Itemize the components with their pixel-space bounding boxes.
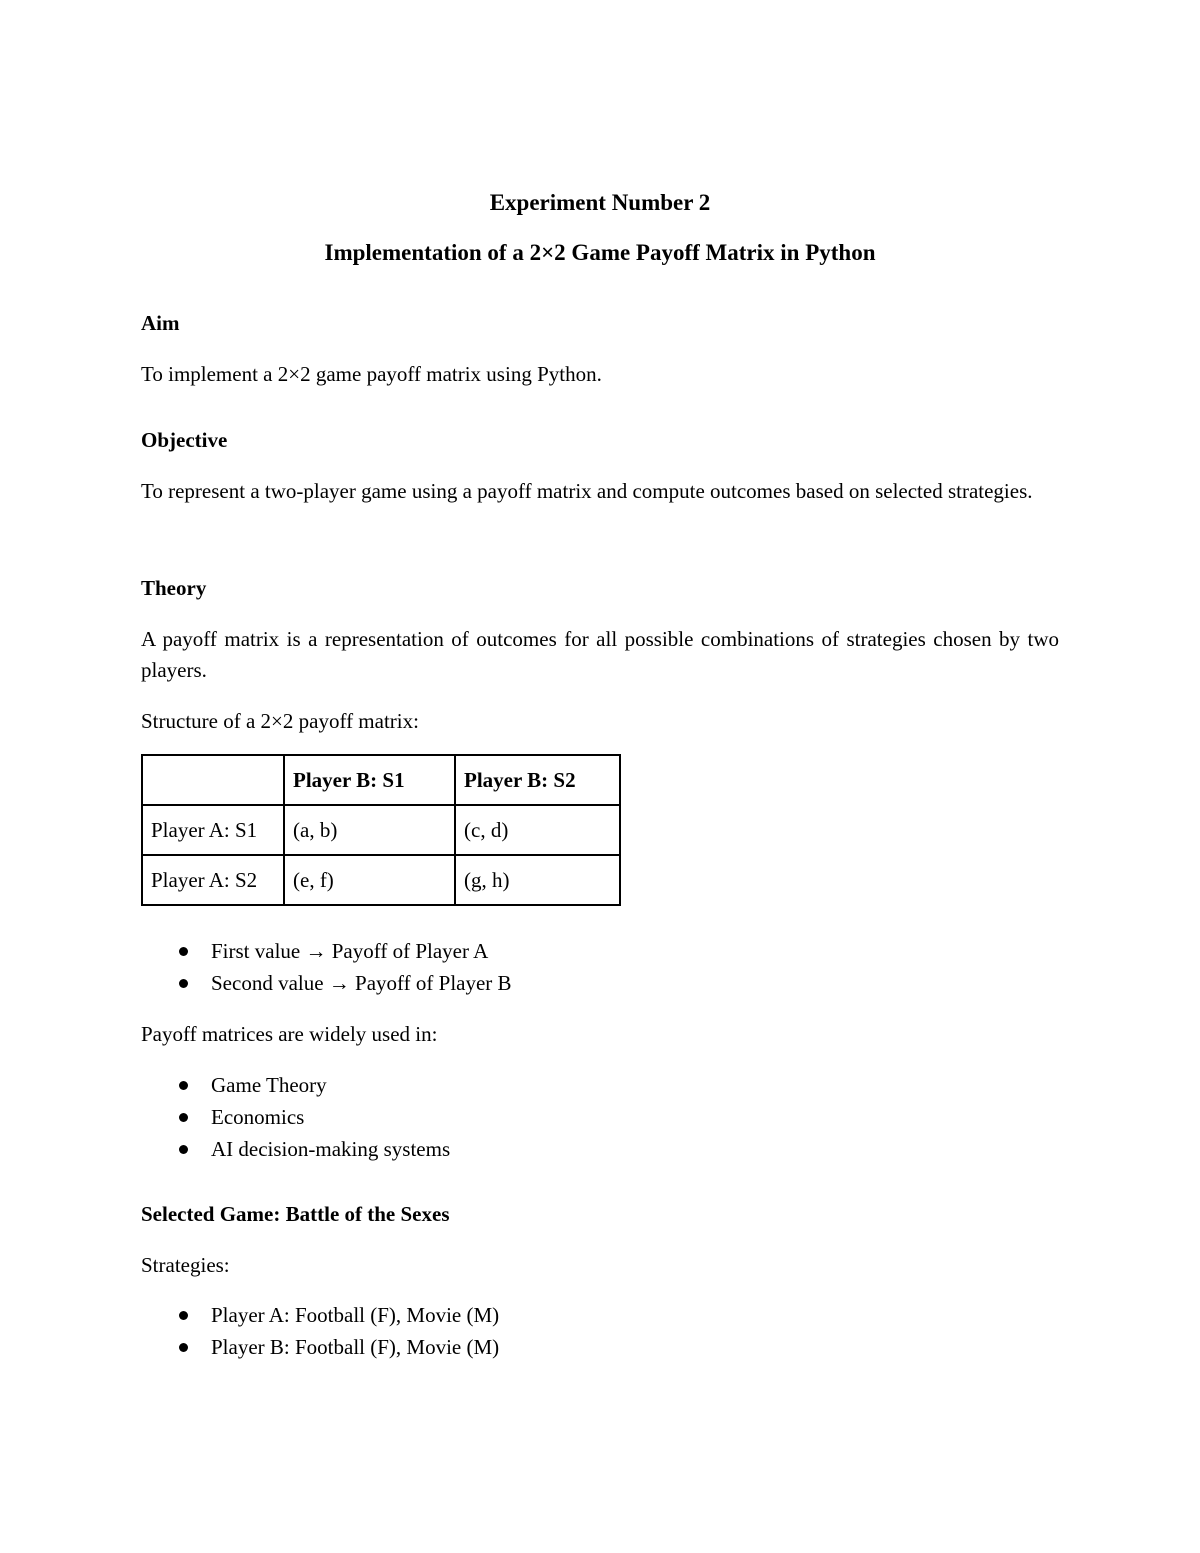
list-item-text: Economics <box>211 1105 305 1129</box>
table-header-cell <box>142 755 284 805</box>
list-item-text: AI decision-making systems <box>211 1137 451 1161</box>
table-header-cell: Player B: S2 <box>455 755 620 805</box>
list-item <box>141 935 512 967</box>
bullet-icon <box>179 979 188 988</box>
theory-heading: Theory <box>141 576 207 600</box>
list-item <box>141 967 512 999</box>
aim-heading: Aim <box>141 311 180 335</box>
strategies-list <box>141 1299 499 1363</box>
bullet-icon <box>179 1311 188 1320</box>
bullet-icon <box>179 1081 188 1090</box>
document-subtitle: Implementation of a 2×2 Game Payoff Matrix in Python <box>324 240 876 265</box>
table-cell: (c, d) <box>455 805 620 855</box>
table-row <box>142 805 620 855</box>
bullet-icon <box>179 1145 188 1154</box>
objective-heading: Objective <box>141 428 228 452</box>
table-cell: Player A: S2 <box>142 855 284 905</box>
table-row <box>142 855 620 905</box>
table-cell: (g, h) <box>455 855 620 905</box>
list-item-text: Player B: Football (F), Movie (M) <box>211 1335 500 1359</box>
table-header-cell: Player B: S1 <box>284 755 455 805</box>
document-title: Experiment Number 2 <box>489 190 711 215</box>
list-item-text: Game Theory <box>211 1073 327 1097</box>
value-notes-list <box>141 935 512 999</box>
list-item-text: Second value → Payoff of Player B <box>211 971 512 995</box>
list-item <box>141 1069 450 1101</box>
table-cell: Player A: S1 <box>142 805 284 855</box>
uses-list <box>141 1069 450 1165</box>
table-cell: (e, f) <box>284 855 455 905</box>
table-header-row <box>142 755 620 805</box>
bullet-icon <box>179 947 188 956</box>
list-item-text: First value → Payoff of Player A <box>211 939 489 963</box>
list-item-text: Player A: Football (F), Movie (M) <box>211 1303 500 1327</box>
aim-text: To implement a 2×2 game payoff matrix using Python. <box>141 362 602 386</box>
theory-text: A payoff matrix is a representation of outcomes for all possible combinations of strategies chosen by two players. <box>141 627 1059 682</box>
selected-game-heading: Selected Game: Battle of the Sexes <box>141 1202 450 1226</box>
table-cell: (a, b) <box>284 805 455 855</box>
list-item <box>141 1299 499 1331</box>
list-item <box>141 1133 450 1165</box>
strategies-label: Strategies: <box>141 1253 230 1277</box>
uses-label: Payoff matrices are widely used in: <box>141 1022 438 1046</box>
payoff-matrix-table <box>141 754 621 906</box>
list-item <box>141 1101 450 1133</box>
structure-label: Structure of a 2×2 payoff matrix: <box>141 709 419 733</box>
objective-text: To represent a two-player game using a payoff matrix and compute outcomes based on selected strategies. <box>141 479 1033 503</box>
list-item <box>141 1331 499 1363</box>
bullet-icon <box>179 1343 188 1352</box>
bullet-icon <box>179 1113 188 1122</box>
